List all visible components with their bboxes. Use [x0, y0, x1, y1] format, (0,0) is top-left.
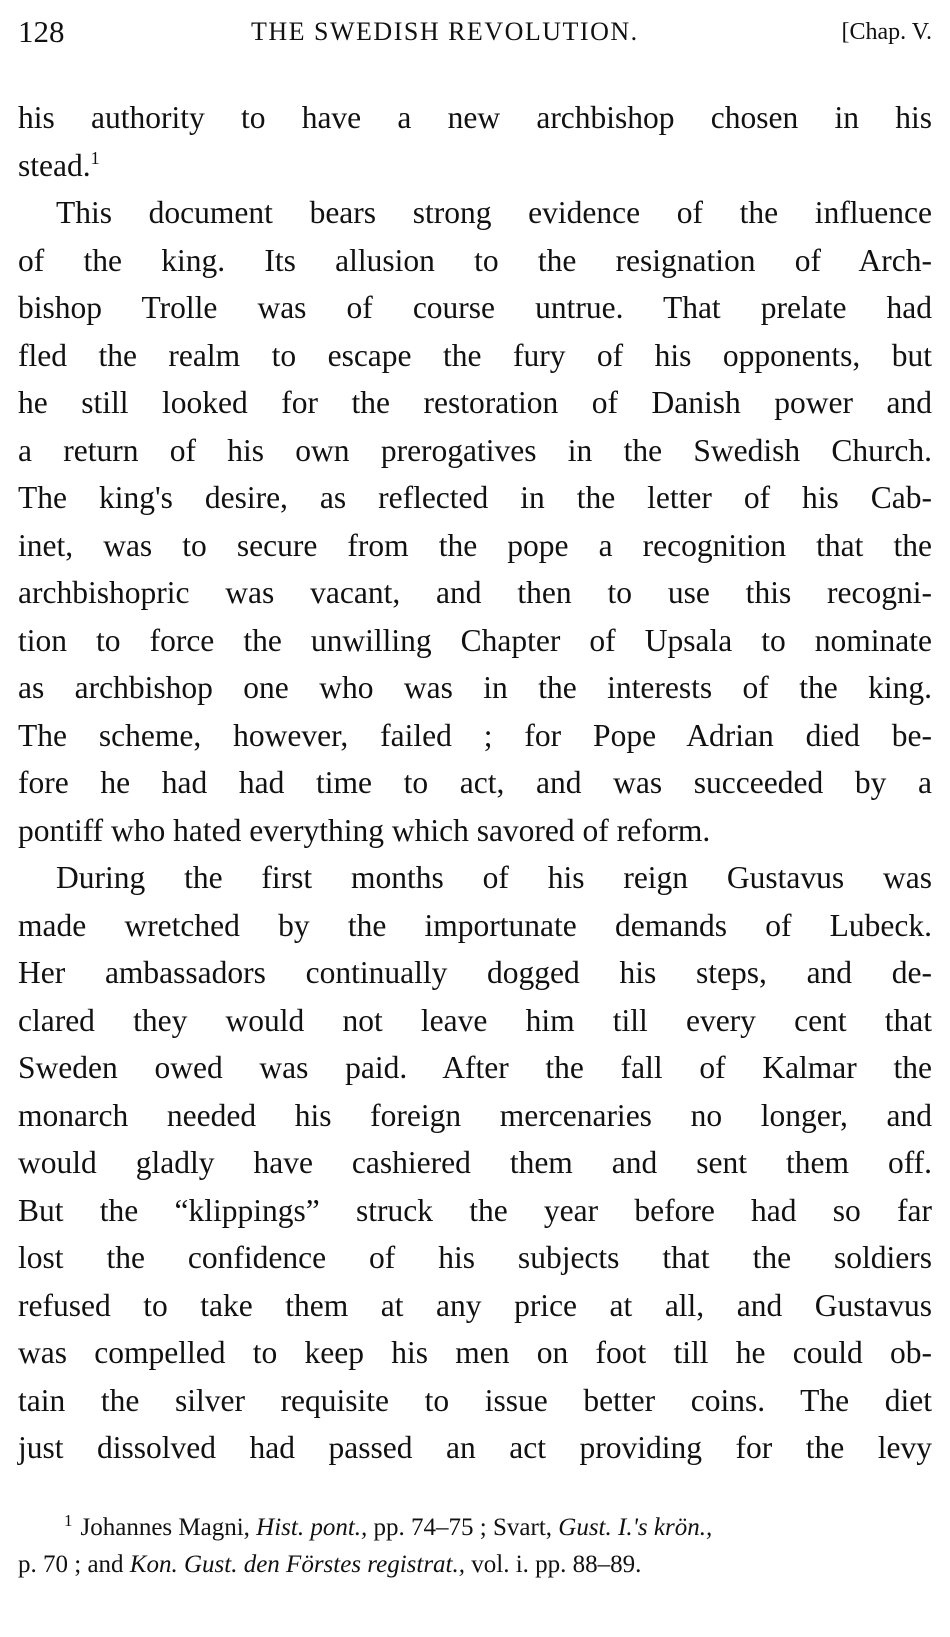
- body-text: [18, 94, 932, 1472]
- text-line: of the king. Its allusion to the resignation of Arch-: [18, 242, 932, 278]
- footnote-line: [18, 1546, 932, 1583]
- paragraph-1: [18, 94, 932, 189]
- footnote-reference: 1: [90, 147, 100, 168]
- text-line: pontiff who hated everything which savored of reform.: [18, 812, 711, 848]
- footnote-pages: p. 70 ; and: [18, 1550, 124, 1578]
- paragraph-2: [18, 189, 932, 854]
- page-number: 128: [18, 14, 65, 49]
- footnote-work-title: Hist. pont.,: [256, 1513, 368, 1541]
- footnote-line: [18, 1502, 932, 1546]
- footnote-work-title: Gust. I.'s krön.,: [558, 1513, 713, 1541]
- text-line-content: stead.: [18, 147, 91, 183]
- text-line: a return of his own prerogatives in the Swedish Church.: [18, 432, 932, 468]
- text-line: bishop Trolle was of course untrue. That prelate had: [18, 290, 932, 325]
- chapter-reference: [Chap. V.: [841, 19, 932, 45]
- text-line: The scheme, however, failed ; for Pope Adrian died be-: [18, 717, 932, 753]
- text-line: But the “klippings” struck the year before had so far: [18, 1192, 932, 1228]
- text-line: refused to take them at any price at all, and Gustavus: [18, 1287, 932, 1323]
- text-line: inet, was to secure from the pope a recognition that the: [18, 527, 932, 563]
- text-line: lost the confidence of his subjects that the soldiers: [18, 1240, 932, 1275]
- text-line: fore he had had time to act, and was succeeded by a: [18, 765, 932, 800]
- text-line: fled the realm to escape the fury of his opponents, but: [18, 337, 932, 373]
- text-line: monarch needed his foreign mercenaries no longer, and: [18, 1097, 932, 1133]
- text-line: Her ambassadors continually dogged his steps, and de-: [18, 955, 932, 990]
- text-line: This document bears strong evidence of the influence: [56, 195, 932, 230]
- text-line: archbishopric was vacant, and then to use this recogni-: [18, 575, 932, 610]
- footnote-work-title: Kon. Gust. den Förstes registrat.,: [129, 1550, 465, 1578]
- footnote-author: Johannes Magni,: [80, 1513, 250, 1541]
- text-line: tion to force the unwilling Chapter of Upsala to nominate: [18, 622, 932, 658]
- text-line: [18, 142, 932, 190]
- text-line: Sweden owed was paid. After the fall of Kalmar the: [18, 1050, 932, 1085]
- text-line: as archbishop one who was in the interests of the king.: [18, 670, 932, 705]
- running-title: THE SWEDISH REVOLUTION.: [251, 17, 639, 46]
- text-line: his authority to have a new archbishop chosen in his: [18, 100, 932, 135]
- text-line: During the first months of his reign Gustavus was: [56, 860, 932, 895]
- text-line: just dissolved had passed an act providing for the levy: [18, 1430, 932, 1465]
- footnotes: [18, 1502, 932, 1583]
- text-line: The king's desire, as reflected in the letter of his Cab-: [18, 480, 932, 515]
- text-line: made wretched by the importunate demands of Lubeck.: [18, 907, 932, 943]
- running-head: [18, 10, 932, 54]
- footnote-1: [18, 1502, 932, 1583]
- text-line: tain the silver requisite to issue better coins. The diet: [18, 1382, 932, 1418]
- footnote-pages: pp. 74–75 ; Svart,: [373, 1513, 553, 1541]
- paragraph-3: [18, 854, 932, 1472]
- text-line: was compelled to keep his men on foot till he could ob-: [18, 1335, 932, 1370]
- text-line: clared they would not leave him till every cent that: [18, 1002, 932, 1038]
- text-line: he still looked for the restoration of Danish power and: [18, 385, 932, 420]
- footnote-marker: 1: [64, 1510, 73, 1530]
- footnote-pages: vol. i. pp. 88–89.: [471, 1550, 642, 1578]
- text-line: would gladly have cashiered them and sent them off.: [18, 1145, 932, 1180]
- book-page: [18, 10, 932, 1583]
